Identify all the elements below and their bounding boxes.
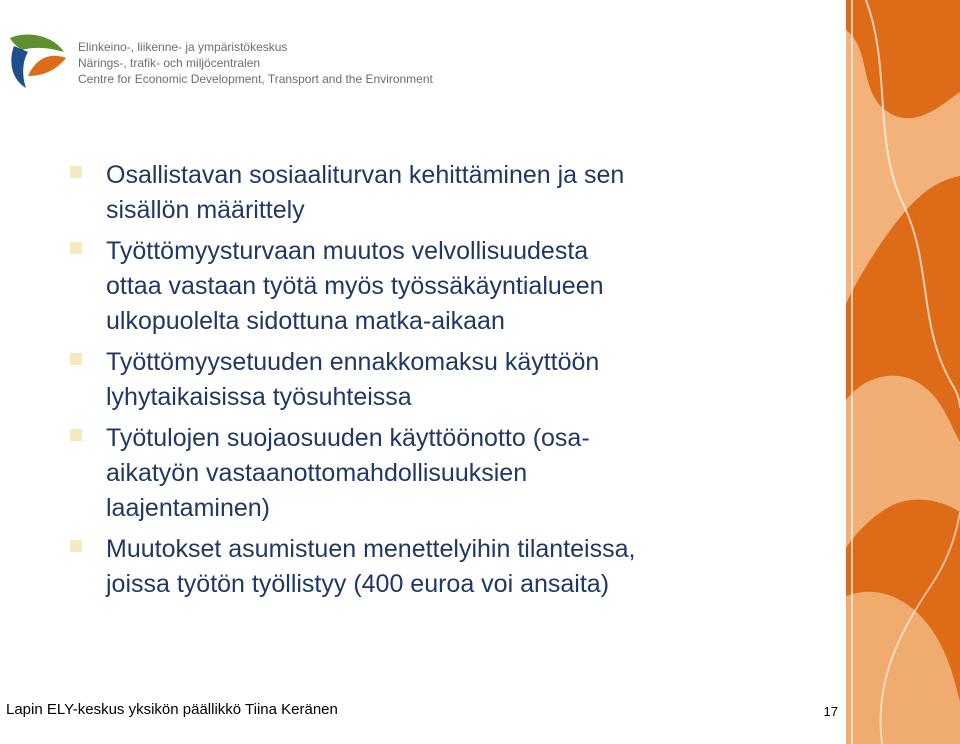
square-bullet-icon	[70, 353, 82, 365]
square-bullet-icon	[70, 540, 82, 552]
bullet-item	[70, 158, 830, 228]
bullet-item	[70, 532, 830, 602]
bullet-text: Muutokset asumistuen menettelyihin tilanteissa, joissa työtön työllistyy (400 euroa voi ansaita)	[106, 535, 636, 598]
decorative-orange-pattern	[846, 0, 960, 744]
square-bullet-icon	[70, 166, 82, 178]
page-number: 17	[823, 704, 838, 719]
org-name-finnish: Elinkeino-, liikenne- ja ympäristökeskus	[78, 40, 288, 54]
bullet-list	[70, 158, 830, 608]
square-bullet-icon	[70, 242, 82, 254]
org-name-swedish: Närings-, trafik- och miljöcentralen	[78, 56, 261, 70]
org-name-english: Centre for Economic Development, Transport and the Environment	[78, 72, 433, 86]
organization-name-block	[78, 39, 433, 87]
bullet-item	[70, 234, 830, 339]
bullet-item	[70, 421, 830, 526]
bullet-item	[70, 345, 830, 415]
bullet-text: Työttömyysturvaan muutos velvollisuudesta ottaa vastaan työtä myös työssäkäyntialueen ulkopuolelta sidottuna matka-aikaan	[106, 237, 604, 335]
bullet-text: Osallistavan sosiaaliturvan kehittäminen ja sen sisällön määrittely	[106, 161, 625, 224]
square-bullet-icon	[70, 429, 82, 441]
bullet-text: Työttömyysetuuden ennakkomaksu käyttöön lyhytaikaisissa työsuhteissa	[106, 348, 600, 411]
bullet-text: Työtulojen suojaosuuden käyttöönotto (osa- aikatyön vastaanottomahdollisuuksien laajentaminen)	[106, 424, 590, 522]
footer-presenter: Lapin ELY-keskus yksikön päällikkö Tiina Keränen	[6, 701, 338, 718]
ely-center-logo-icon	[4, 28, 68, 92]
header-logo-area	[4, 28, 433, 92]
